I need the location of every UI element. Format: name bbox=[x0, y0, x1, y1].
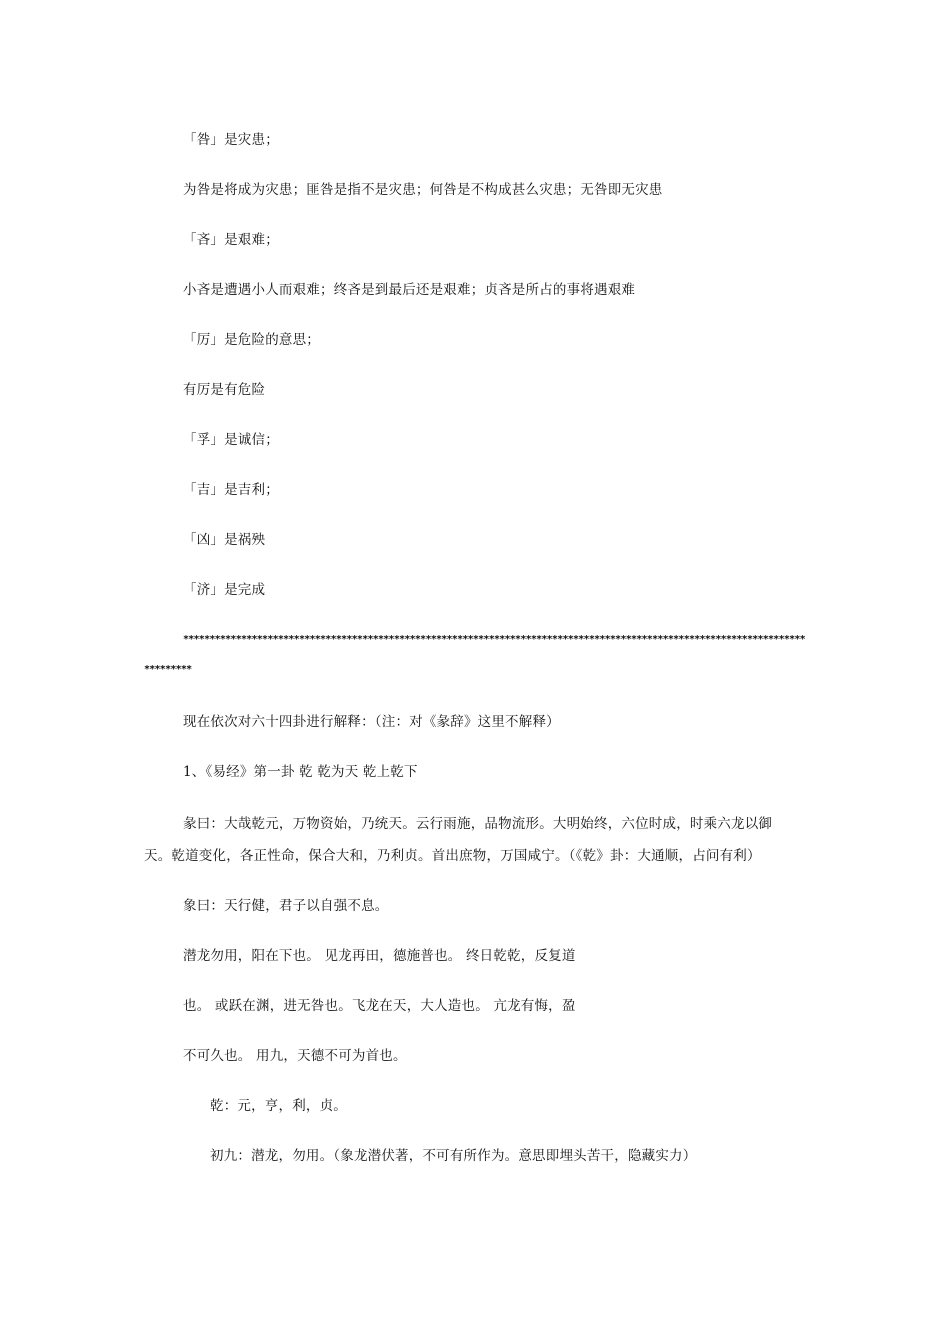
text-line: 「厉」是危险的意思； bbox=[183, 332, 320, 348]
text-line: 有厉是有危险 bbox=[183, 382, 266, 398]
separator-line: ********************************************************************************************************************** bbox=[183, 634, 805, 645]
text-line: 为咎是将成为灾患；匪咎是指不是灾患；何咎是不构成甚么灾患；无咎即无灾患 bbox=[183, 182, 663, 198]
judgment-line: 乾：元，亨，利，贞。 bbox=[210, 1098, 347, 1114]
text-line: 「吝」是艰难； bbox=[183, 232, 279, 248]
tuan-text-line: 彖曰：大哉乾元，万物资始，乃统天。云行雨施，品物流形。大明始终，六位时成，时乘六龙以御 bbox=[183, 816, 773, 832]
commentary-line: 不可久也。 用九，天德不可为首也。 bbox=[183, 1048, 407, 1064]
hexagram-heading: 1、《易经》第一卦 乾 乾为天 乾上乾下 bbox=[183, 764, 418, 780]
text-line: 「孚」是诚信； bbox=[183, 432, 279, 448]
text-line: 「济」是完成 bbox=[183, 582, 266, 598]
text-line: 「咎」是灾患； bbox=[183, 132, 279, 148]
commentary-line: 也。 或跃在渊，进无咎也。飞龙在天，大人造也。 亢龙有悔，盈 bbox=[183, 998, 576, 1014]
text-line: 「凶」是祸殃 bbox=[183, 532, 266, 548]
separator-line-continued: ********* bbox=[144, 664, 192, 675]
text-line: 小吝是遭遇小人而艰难；终吝是到最后还是艰难；贞吝是所占的事将遇艰难 bbox=[183, 282, 636, 298]
intro-line: 现在依次对六十四卦进行解释：（注：对《彖辞》这里不解释） bbox=[183, 714, 560, 730]
text-line: 「吉」是吉利； bbox=[183, 482, 279, 498]
tuan-text-line: 天。乾道变化，各正性命，保合大和，乃利贞。首出庶物，万国咸宁。（《乾》卦：大通顺，占问有利） bbox=[144, 848, 761, 864]
xiang-text-line: 象曰：天行健，君子以自强不息。 bbox=[183, 898, 389, 914]
commentary-line: 潜龙勿用，阳在下也。 见龙再田，德施普也。 终日乾乾，反复道 bbox=[183, 948, 576, 964]
line-text: 初九：潜龙，勿用。（象龙潜伏著，不可有所作为。意思即埋头苦干，隐藏实力） bbox=[210, 1148, 697, 1164]
